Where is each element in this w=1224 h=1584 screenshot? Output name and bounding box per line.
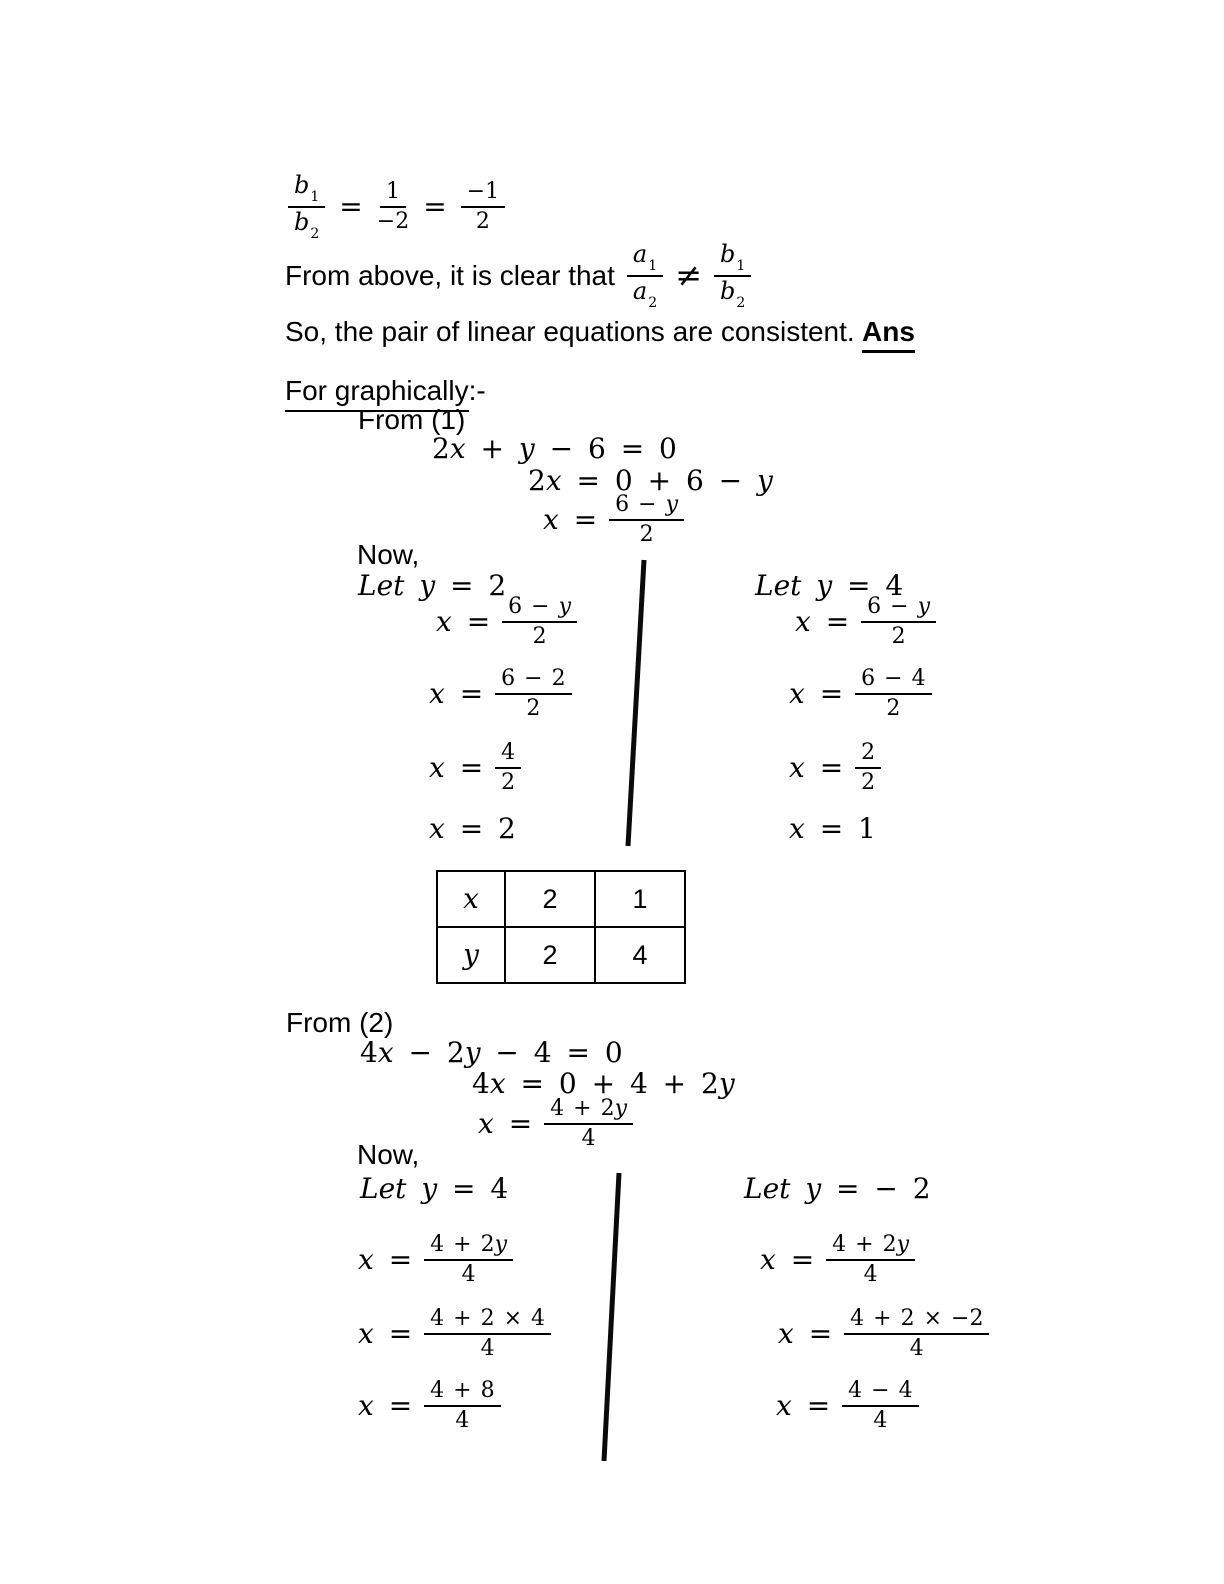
heading-suffix: :-	[468, 375, 486, 406]
not-equal-sign: ≠	[675, 256, 702, 295]
frac-den-sub: 2	[310, 226, 320, 242]
xy-values-table	[436, 870, 686, 984]
now-label: Now,	[357, 1139, 420, 1170]
x-equals: x =	[436, 605, 491, 638]
from-1-label: From (1)	[358, 404, 466, 435]
clarification-line	[285, 241, 751, 310]
frac-num: 6 − 4	[855, 666, 931, 695]
fraction	[844, 1306, 989, 1362]
frac-den: 2	[639, 522, 654, 548]
frac-den-base: b	[719, 277, 736, 305]
frac-num: 4 + 8	[424, 1378, 500, 1407]
frac-num-base: b	[294, 171, 310, 199]
equation-1-rearranged: 2x = 0 + 6 − y	[528, 464, 773, 497]
step-x-6-minus-2	[429, 666, 572, 722]
row-header-x: x	[437, 871, 505, 927]
fraction	[861, 594, 936, 650]
frac-den: 4	[455, 1408, 470, 1434]
frac-num: 4 − 4	[842, 1378, 918, 1407]
let-y-equals-neg-2-label: Let y = − 2	[744, 1172, 931, 1205]
y-value-cell: 2	[505, 927, 595, 983]
column-divider-line	[612, 552, 654, 854]
fraction-1-over-neg2	[377, 179, 409, 235]
x-equals: x =	[795, 605, 850, 638]
equation-1-x-expression	[543, 492, 684, 548]
frac-den-sub: 2	[736, 295, 746, 311]
x-equals: x =	[478, 1107, 533, 1140]
frac-den-base: b	[294, 208, 310, 236]
frac-num-sub: 1	[310, 189, 320, 205]
frac-den: 2	[532, 624, 547, 650]
from-2-label: From (2)	[286, 1007, 394, 1038]
x-equals: x =	[776, 1389, 831, 1422]
frac-num: 4 + 2 × 4	[424, 1306, 551, 1335]
step-x-4-plus-2y	[358, 1232, 513, 1288]
frac-den: 4	[581, 1126, 596, 1152]
ans-label: Ans	[862, 315, 915, 353]
row-header-y: y	[437, 927, 505, 983]
equals-sign: =	[423, 189, 447, 223]
x-equals: x =	[789, 677, 844, 710]
equation-2-rearranged: 4x = 0 + 4 + 2y	[472, 1067, 735, 1100]
x-equals: x =	[789, 751, 844, 784]
step-x-2-over-2	[789, 740, 881, 796]
fraction	[495, 666, 571, 722]
frac-den: −2	[376, 209, 410, 234]
column-divider-line	[592, 1165, 630, 1469]
frac-num: 4 + 2 × −2	[844, 1306, 989, 1335]
frac-num-base: b	[719, 240, 736, 268]
frac-num: 6 − 2	[495, 666, 571, 695]
fraction-4-plus-2y-over-4	[544, 1096, 633, 1152]
fraction	[495, 740, 521, 796]
equation-2: 4x − 2y − 4 = 0	[360, 1036, 623, 1069]
result-x-equals-2: x = 2	[429, 812, 516, 845]
frac-num: 6 − y	[609, 492, 684, 521]
step-x-6-minus-4	[789, 666, 932, 722]
frac-num: 1	[380, 179, 406, 208]
now-label: Now,	[357, 539, 420, 570]
frac-den: 2	[526, 696, 541, 722]
frac-den: 2	[861, 770, 876, 796]
table-row-x	[437, 871, 685, 927]
frac-den: 2	[475, 209, 490, 234]
fraction-6-minus-y-over-2	[609, 492, 684, 548]
fraction	[502, 594, 577, 650]
step-x-4-plus-2-times-neg2	[778, 1306, 989, 1362]
equals-sign: =	[339, 189, 363, 223]
equation-2-x-expression	[478, 1096, 633, 1152]
frac-num: 2	[855, 740, 881, 769]
result-x-equals-1: x = 1	[789, 812, 876, 845]
frac-num: 4 + 2y	[424, 1232, 513, 1261]
y-value-cell: 4	[595, 927, 685, 983]
frac-den: 4	[863, 1262, 878, 1288]
b-ratio-equation	[288, 172, 505, 241]
x-value-cell: 1	[595, 871, 685, 927]
clarification-text: From above, it is clear that	[285, 259, 615, 291]
heading-underlined-text: For graphically	[285, 374, 469, 412]
fraction	[424, 1378, 500, 1434]
x-equals: x =	[429, 751, 484, 784]
step-x-4-plus-8	[358, 1378, 501, 1434]
frac-num-base: a	[632, 240, 648, 268]
x-equals: x =	[760, 1243, 815, 1276]
fraction-neg1-over-2	[461, 179, 505, 235]
fraction-b1-over-b2	[288, 172, 325, 241]
step-x-4-over-2	[429, 740, 521, 796]
step-x-4-plus-2y	[760, 1232, 915, 1288]
frac-den: 2	[886, 696, 901, 722]
frac-num: −1	[461, 179, 505, 208]
fraction	[424, 1232, 513, 1288]
frac-num-sub: 1	[648, 258, 658, 274]
frac-den: 4	[909, 1336, 924, 1362]
fraction	[855, 666, 931, 722]
x-equals: x =	[358, 1243, 413, 1276]
step-x-4-plus-2-times-4	[358, 1306, 551, 1362]
frac-den: 2	[501, 770, 516, 796]
x-value-cell: 2	[505, 871, 595, 927]
fraction	[826, 1232, 915, 1288]
x-equals: x =	[543, 503, 598, 536]
frac-den: 4	[480, 1336, 495, 1362]
frac-den: 2	[891, 624, 906, 650]
fraction-a1-over-a2	[627, 241, 663, 310]
frac-num: 4 + 2y	[544, 1096, 633, 1125]
let-y-equals-4-label: Let y = 4	[755, 569, 904, 602]
x-equals: x =	[358, 1317, 413, 1350]
frac-num: 6 − y	[502, 594, 577, 623]
frac-num: 6 − y	[861, 594, 936, 623]
frac-den-base: a	[632, 277, 648, 305]
x-equals: x =	[358, 1389, 413, 1422]
let-y-equals-4-label: Let y = 4	[360, 1172, 509, 1205]
x-equals: x =	[429, 677, 484, 710]
frac-den: 4	[461, 1262, 476, 1288]
conclusion-text: So, the pair of linear equations are consistent.	[285, 316, 855, 347]
let-y-equals-2-label: Let y = 2	[358, 569, 507, 602]
fraction	[424, 1306, 551, 1362]
frac-den-sub: 2	[648, 295, 658, 311]
step-x-6-minus-y	[436, 594, 577, 650]
fraction	[855, 740, 881, 796]
frac-num: 4 + 2y	[826, 1232, 915, 1261]
frac-num: 4	[495, 740, 521, 769]
fraction-b1-over-b2	[714, 241, 751, 310]
equation-1: 2x + y − 6 = 0	[432, 432, 677, 465]
frac-den: 4	[873, 1408, 888, 1434]
step-x-4-minus-4	[776, 1378, 919, 1434]
frac-num-sub: 1	[736, 258, 746, 274]
fraction	[842, 1378, 918, 1434]
x-equals: x =	[778, 1317, 833, 1350]
table-row-y	[437, 927, 685, 983]
step-x-6-minus-y	[795, 594, 936, 650]
